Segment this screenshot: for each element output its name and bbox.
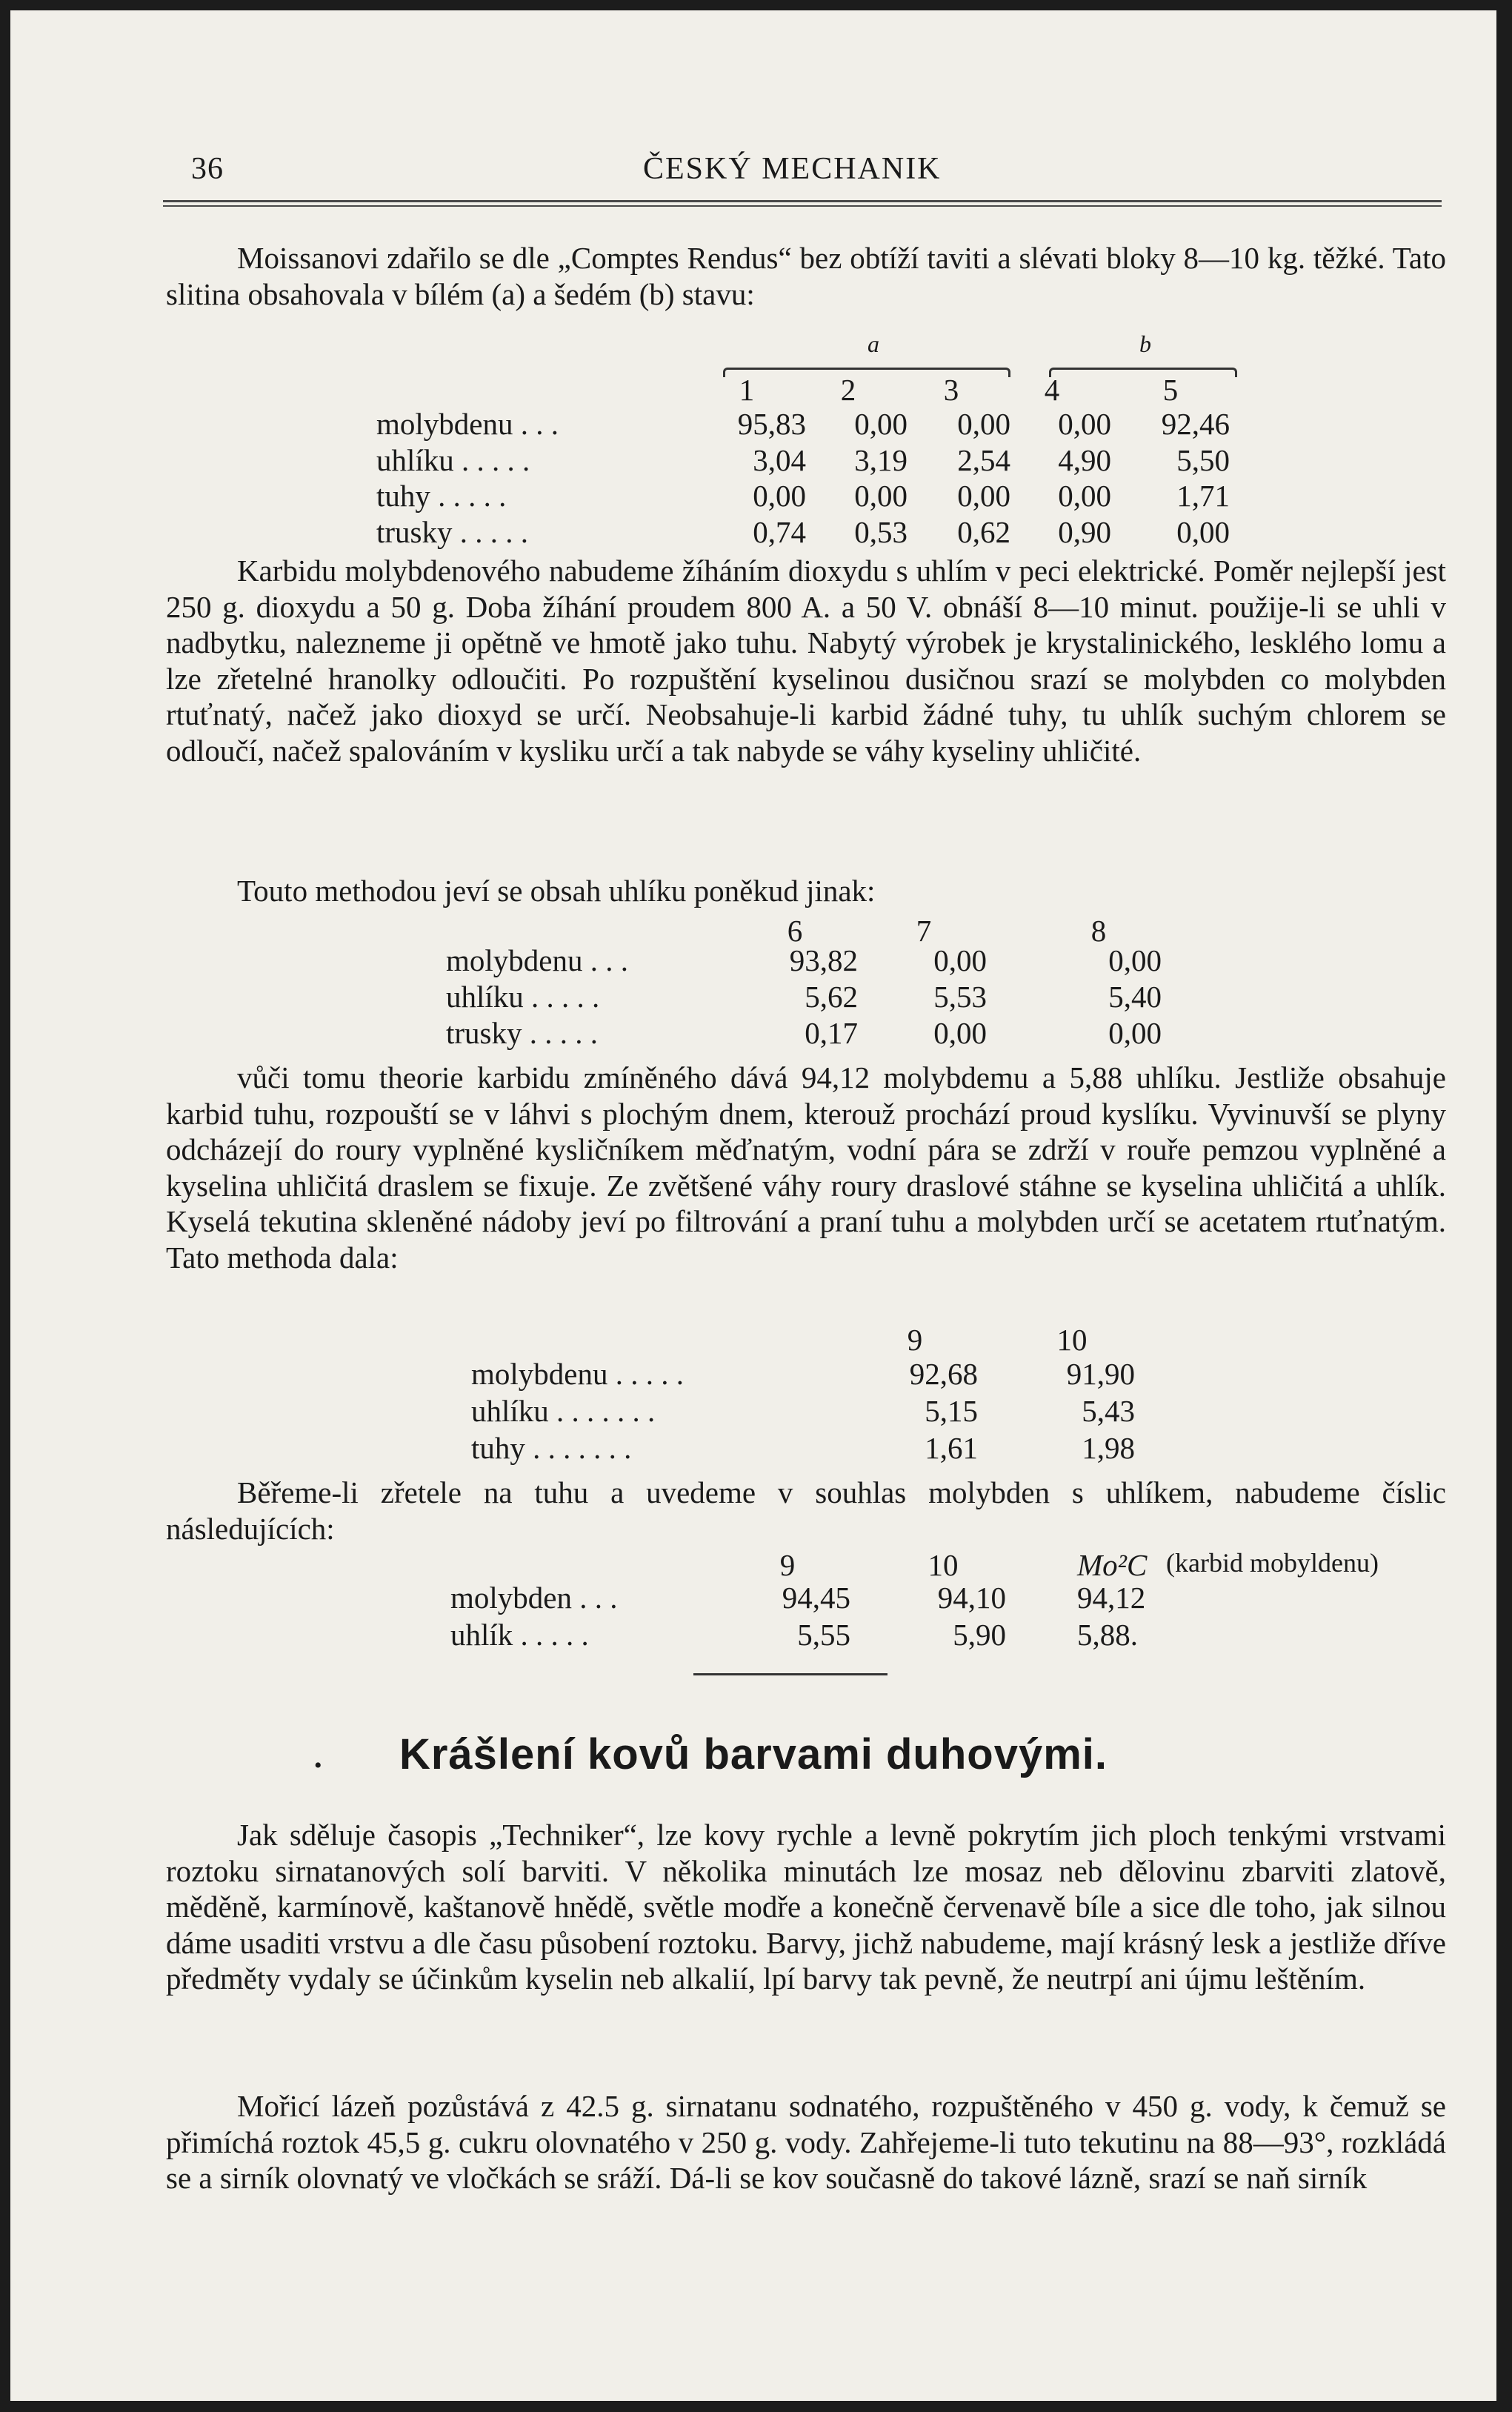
bullet-mark: •: [314, 1753, 322, 1778]
table-3-cell: 92,68: [909, 1357, 978, 1391]
paragraph-4: vůči tomu theorie karbidu zmíněného dává 94,12 molybdemu a 5,88 uhlíku. Jestliže obsahuje karbid tuhu, rozpouští se v láhvi s plochým dnem, kterouž prochází proud kyslíku. Vyvinuvší se plyny odcházejí do roury vyplněné kysličníkem měďnatým, vodní pára se zdrží v rouře pemzou vyplněné a kyselina uhličitá draslem se fixuje. Ze zvětšené váhy roury draslové stáhne se kyselina uhličitá a uhlík. Kyselá tekutina skleněné nádoby jeví po filtrování a praní tuhu a molybden určí se acetatem rtuťnatým. Tato methoda dala:: [166, 1060, 1446, 1275]
table-2-cell: 0,00: [1108, 1016, 1162, 1050]
table-2-row-label: trusky . . . . .: [446, 1016, 598, 1050]
table-2-cell: 5,53: [933, 980, 987, 1014]
table-2-col-header-3: 8: [1090, 914, 1107, 948]
table-2-cell: 5,40: [1108, 980, 1162, 1014]
table-1-cell: 1,71: [1176, 479, 1230, 513]
table-4-cell: 5,88.: [1077, 1618, 1138, 1652]
table-4-row-label: molybden . . .: [450, 1581, 618, 1615]
table-1-cell: 0,00: [753, 479, 806, 513]
table-2-col-header-1: 6: [787, 914, 803, 948]
table-1-row-label: trusky . . . . .: [376, 514, 528, 549]
paragraph-6: Jak sděluje časopis „Techniker“, lze kovy rychle a levně pokrytím jich ploch tenkými vrstvami roztoku sirnatanových solí barviti. V několika minutách lze mosaz neb dělovinu zbarviti zlatově, měděně, karmínově, kaštanově hnědě, světle modře a konečně červenavě bíle a sice dle toho, jak silnou dáme usaditi vrstvu a dle času působení roztoku. Barvy, jichž nabudeme, mají krásný lesk a jestliže dříve předměty vydaly se účinkům kyselin neb alkalií, lpí barvy tak pevně, že neutrpí ani újmu leštěním.: [166, 1818, 1446, 1996]
table-1-cell: 0,00: [1176, 514, 1230, 549]
table-2-cell: 0,00: [933, 943, 987, 977]
table-4-cell: 94,12: [1077, 1581, 1146, 1615]
table-2-cell: 0,00: [1108, 943, 1162, 977]
table-3-row-label: tuhy . . . . . . .: [471, 1431, 632, 1465]
table-2-cell: 5,62: [805, 980, 858, 1014]
table-1-cell: 0,62: [957, 514, 1010, 549]
paragraph-5: Běřeme-li zřetele na tuhu a uvedeme v souhlas molybden s uhlíkem, nabudeme čísliс následujících:: [166, 1475, 1446, 1546]
table-1-cell: 0,00: [957, 479, 1010, 513]
group-a-label: a: [867, 330, 879, 357]
header-rule-2: [163, 205, 1442, 207]
table-1-col-header-5: 5: [1162, 373, 1179, 407]
table-3-col-header-2: 10: [1056, 1323, 1088, 1357]
table-2-row-label: molybdenu . . .: [446, 943, 628, 977]
paragraph-2: Karbidu molybdenového nabudeme žíháním dioxydu s uhlím v peci elektrické. Poměr nejlepší jest 250 g. dioxydu a 50 g. Doba žíhání proudem 800 A. a 50 V. obnáší 8—10 minut. použije-li se uhli v nadbytku, nalezneme ji opětně ve hmotě jako tuhu. Nabytý výrobek je krystalinického, lesklého lomu a lze zřetelné hranolky odloučiti. Po rozpuštění kyselinou dusičnou srazí se molybden co molybden rtuťnatý, načež jako dioxyd se určí. Neobsahuje-li karbid žádné tuhy, tu uhlík suchým chlorem se odloučí, načež spalováním v kysliku určí a tak nabyde se váhy kyseliny uhličité.: [166, 554, 1446, 768]
table-1-col-header-1: 1: [739, 373, 755, 407]
table-4-cell: 94,45: [782, 1581, 850, 1615]
paragraph-3: Touto methodou jeví se obsah uhlíku poněkud jinak:: [237, 874, 876, 908]
table-2-col-header-2: 7: [916, 914, 932, 948]
table-3-cell: 1,98: [1082, 1431, 1135, 1465]
section-divider: [693, 1673, 887, 1675]
table-1-cell: 2,54: [957, 442, 1010, 477]
paragraph-7: Mořicí lázeň pozůstává z 42.5 g. sirnatanu sodnatého, rozpuštěného v 450 g. vody, k čemuž se přimíchá roztok 45,5 g. cukru olovnatého v 250 g. vody. Zahřejeme-li tuto tekutinu na 88—93°, rozkládá se a sirník olovnatý ve vločkách se sráží. Dá-li se kov současně do takové lázně, srazí se naň sirník: [166, 2089, 1446, 2195]
running-title: ČESKÝ MECHANIK: [643, 152, 942, 186]
table-2-cell: 0,00: [933, 1016, 987, 1050]
table-1-cell: 3,19: [854, 442, 907, 477]
table-4-formula-header: Mo²C: [1077, 1548, 1148, 1582]
group-a-brace: [723, 368, 1010, 377]
table-4-col-header-1: 9: [779, 1548, 796, 1582]
table-4-cell: 94,10: [937, 1581, 1006, 1615]
table-3-row-label: uhlíku . . . . . . .: [471, 1394, 656, 1428]
table-1-col-header-4: 4: [1044, 373, 1060, 407]
table-1-col-header-2: 2: [840, 373, 856, 407]
table-2-cell: 93,82: [789, 943, 858, 977]
table-4-cell: 5,90: [953, 1618, 1006, 1652]
scanned-page: [10, 10, 1496, 2401]
table-3-row-label: molybdenu . . . . .: [471, 1357, 684, 1391]
header-rule: [163, 200, 1442, 202]
table-1-cell: 0,00: [1058, 479, 1111, 513]
paragraph-1: Moissanovi zdařilo se dle „Comptes Rendus“ bez obtíží taviti a slévati bloky 8—10 kg. těžké. Tato slitina obsahovala v bílém (a) a šedém (b) stavu:: [166, 241, 1446, 311]
table-3-cell: 5,15: [925, 1394, 978, 1428]
table-3-cell: 1,61: [925, 1431, 978, 1465]
table-1-cell: 4,90: [1058, 442, 1111, 477]
table-4-col-header-2: 10: [927, 1548, 959, 1582]
table-1-cell: 0,00: [854, 479, 907, 513]
table-1-cell: 5,50: [1176, 442, 1230, 477]
table-1-cell: 95,83: [737, 407, 806, 441]
table-2-row-label: uhlíku . . . . .: [446, 980, 600, 1014]
table-1-cell: 0,00: [854, 407, 907, 441]
page-number: 36: [191, 152, 224, 186]
table-1-cell: 0,90: [1058, 514, 1111, 549]
table-1-col-header-3: 3: [943, 373, 959, 407]
table-3-cell: 91,90: [1066, 1357, 1135, 1391]
table-4-cell: 5,55: [797, 1618, 850, 1652]
table-4-formula-note: (karbid mobyldenu): [1166, 1548, 1379, 1578]
table-3-col-header-1: 9: [907, 1323, 923, 1357]
article-title: Krášlení kovů barvami duhovými.: [399, 1730, 1108, 1778]
table-1-cell: 0,74: [753, 514, 806, 549]
table-1-row-label: uhlíku . . . . .: [376, 442, 530, 477]
table-2-cell: 0,17: [805, 1016, 858, 1050]
table-1-cell: 0,00: [1058, 407, 1111, 441]
table-1-cell: 3,04: [753, 442, 806, 477]
table-4-row-label: uhlík . . . . .: [450, 1618, 589, 1652]
table-1-row-label: molybdenu . . .: [376, 407, 559, 441]
table-1-cell: 0,53: [854, 514, 907, 549]
group-b-label: b: [1139, 330, 1151, 357]
table-1-cell: 0,00: [957, 407, 1010, 441]
table-1-cell: 92,46: [1161, 407, 1230, 441]
table-3-cell: 5,43: [1082, 1394, 1135, 1428]
table-1-row-label: tuhy . . . . .: [376, 479, 507, 513]
group-b-brace: [1049, 368, 1237, 377]
page-header: [191, 151, 1451, 193]
